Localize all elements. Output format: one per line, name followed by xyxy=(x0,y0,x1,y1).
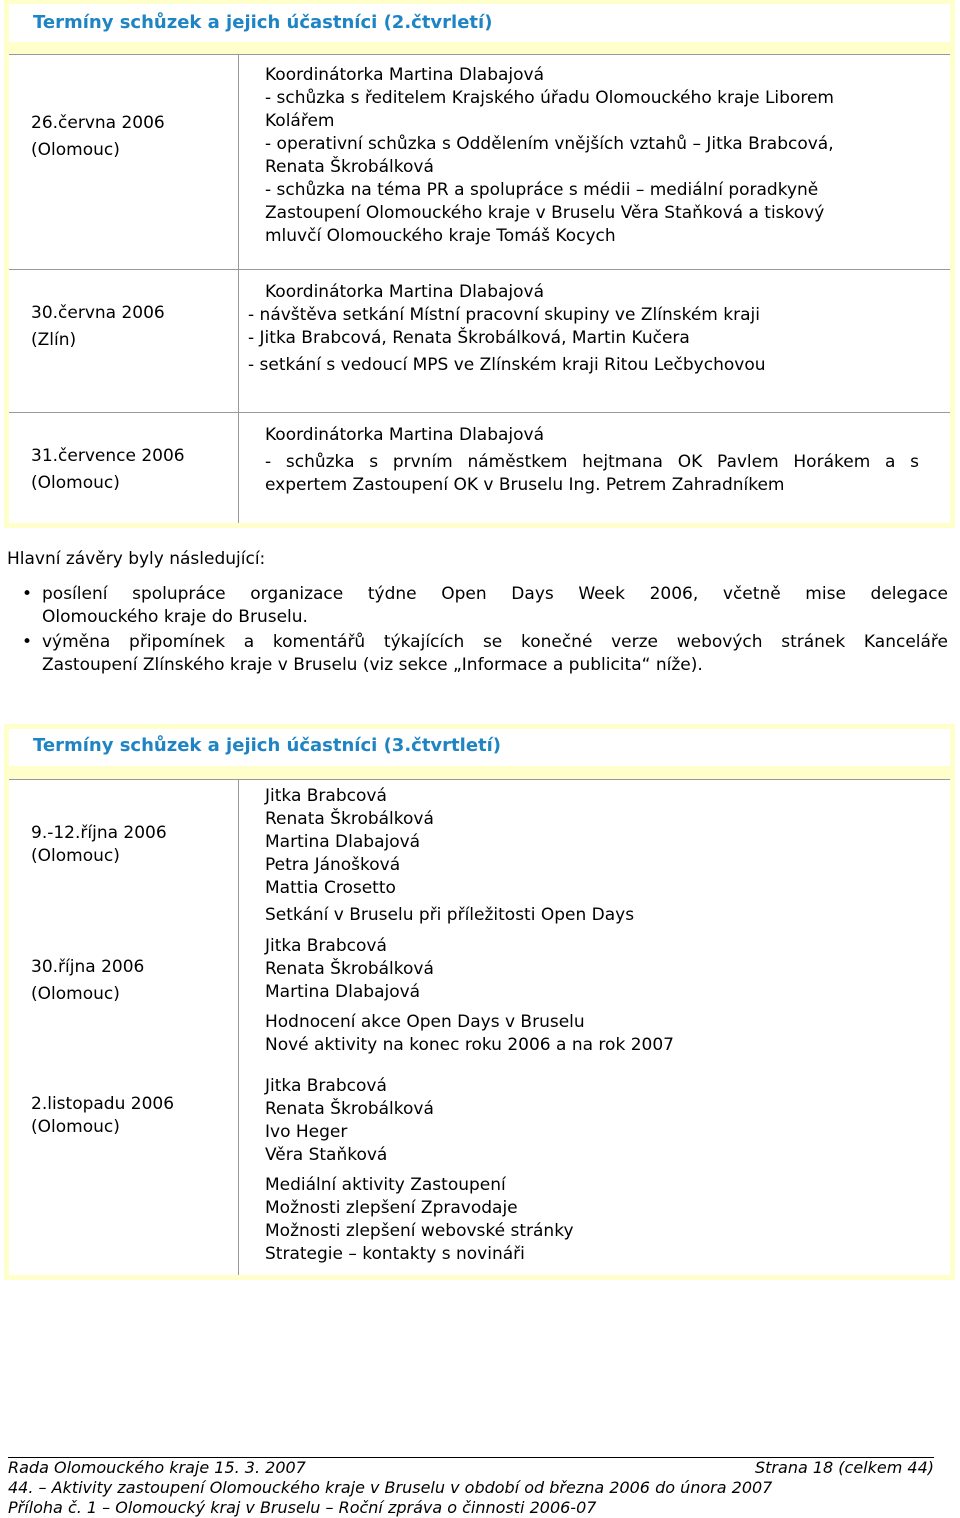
meeting-topic: Možnosti zlepšení Zpravodaje xyxy=(265,1198,518,1218)
footer-line xyxy=(8,1458,934,1478)
meeting-detail-line: Koordinátorka Martina Dlabajová xyxy=(265,282,545,302)
participants-cell xyxy=(265,1075,574,1266)
meeting-detail-line: Koordinátorka Martina Dlabajová xyxy=(265,425,545,445)
participant: Mattia Crosetto xyxy=(265,878,396,898)
section1-column-divider xyxy=(238,54,239,523)
participant: Jitka Brabcová xyxy=(265,786,387,806)
meeting-detail-line: - návštěva setkání Místní pracovní skupiny ve Zlínském kraji xyxy=(248,305,760,325)
meeting-detail-line: - Jitka Brabcová, Renata Škrobálková, Martin Kučera xyxy=(248,328,690,348)
meeting-date-cell xyxy=(31,302,165,352)
meeting-topic: Nové aktivity na konec roku 2006 a na rok 2007 xyxy=(265,1035,674,1055)
meeting-detail-line: - schůzka s ředitelem Krajského úřadu Olomouckého kraje Liborem xyxy=(265,88,834,108)
meeting-date-cell xyxy=(31,822,167,868)
participant: Martina Dlabajová xyxy=(265,832,421,852)
footer xyxy=(8,1458,934,1518)
meeting-place: (Olomouc) xyxy=(31,984,120,1004)
footer-source: Rada Olomouckého kraje 15. 3. 2007 xyxy=(8,1458,306,1477)
section1-top-rule xyxy=(9,54,950,55)
participant: Renata Škrobálková xyxy=(265,959,434,979)
meeting-detail-line: Zastoupení Olomouckého kraje v Bruselu Věra Staňková a tiskový xyxy=(265,203,825,223)
meeting-date: 31.července 2006 xyxy=(31,446,185,466)
participant: Renata Škrobálková xyxy=(265,1099,434,1119)
list-item xyxy=(22,631,948,677)
meeting-details-cell xyxy=(248,281,766,377)
participant: Renata Škrobálková xyxy=(265,809,434,829)
list-item-text: Zastoupení Zlínského kraje v Bruselu (viz sekce „Informace a publicita“ níže). xyxy=(42,655,703,675)
list-item xyxy=(22,583,948,629)
section1-title: Termíny schůzek a jejich účastníci (2.čtvrletí) xyxy=(33,12,493,33)
meeting-place: (Olomouc) xyxy=(31,846,120,866)
footer-agenda-item: 44. – Aktivity zastoupení Olomouckého kraje v Bruselu v období od března 2006 do února 2007 xyxy=(8,1478,773,1497)
meeting-detail-line: - setkání s vedoucí MPS ve Zlínském kraji Ritou Lečbychovou xyxy=(248,355,766,375)
meeting-place: (Olomouc) xyxy=(31,473,120,493)
section2-column-divider xyxy=(238,779,239,1275)
page-number: Strana 18 (celkem 44) xyxy=(755,1458,934,1477)
participant: Jitka Brabcová xyxy=(265,1076,387,1096)
meeting-date-cell xyxy=(31,956,144,1006)
section2-top-rule xyxy=(9,779,950,780)
conclusions-heading: Hlavní závěry byly následující: xyxy=(7,549,266,569)
meeting-detail-line: Kolářem xyxy=(265,111,335,131)
conclusions-list xyxy=(22,583,948,677)
list-item-text: výměna připomínek a komentářů týkajících se konečné verze webových stránek Kanceláře xyxy=(42,632,948,652)
bullet-icon: • xyxy=(22,584,33,604)
meeting-date-cell xyxy=(31,112,165,162)
participants-cell xyxy=(265,785,634,927)
bullet-icon: • xyxy=(22,632,33,652)
meeting-detail-line: - schůzka na téma PR a spolupráce s médii – mediální poradkyně xyxy=(265,180,819,200)
meeting-topic: Setkání v Bruselu při příležitosti Open Days xyxy=(265,905,635,925)
meeting-place: (Zlín) xyxy=(31,330,77,350)
participant: Věra Staňková xyxy=(265,1145,388,1165)
participant: Martina Dlabajová xyxy=(265,982,421,1002)
meeting-details-cell xyxy=(265,424,919,497)
participant: Petra Jánošková xyxy=(265,855,401,875)
meeting-detail-line: - operativní schůzka s Oddělením vnějších vztahů – Jitka Brabcová, xyxy=(265,134,834,154)
meeting-topic: Strategie – kontakty s novináři xyxy=(265,1244,525,1264)
section1-row-divider xyxy=(9,269,950,270)
meeting-date: 30.června 2006 xyxy=(31,303,165,323)
participant: Jitka Brabcová xyxy=(265,936,387,956)
meeting-date: 9.-12.října 2006 xyxy=(31,823,167,843)
meeting-detail-line: mluvčí Olomouckého kraje Tomáš Kocych xyxy=(265,226,616,246)
meeting-topic: Mediální aktivity Zastoupení xyxy=(265,1175,506,1195)
meeting-date: 26.června 2006 xyxy=(31,113,165,133)
participant: Ivo Heger xyxy=(265,1122,348,1142)
meeting-date-cell xyxy=(31,445,185,495)
meeting-detail-line: - schůzka s prvním náměstkem hejtmana OK Pavlem Horákem a s xyxy=(265,452,919,472)
meeting-detail-line: Koordinátorka Martina Dlabajová xyxy=(265,65,545,85)
meeting-place: (Olomouc) xyxy=(31,140,120,160)
list-item-text: posílení spolupráce organizace týdne Open Days Week 2006, včetně mise delegace xyxy=(42,584,948,604)
participants-cell xyxy=(265,935,674,1057)
meeting-detail-line: Renata Škrobálková xyxy=(265,157,434,177)
list-item-text: Olomouckého kraje do Bruselu. xyxy=(42,607,308,627)
footer-attachment: Příloha č. 1 – Olomoucký kraj v Bruselu – Roční zpráva o činnosti 2006-07 xyxy=(8,1498,597,1517)
section1-row-divider xyxy=(9,412,950,413)
meeting-date: 2.listopadu 2006 xyxy=(31,1094,175,1114)
meeting-topic: Hodnocení akce Open Days v Bruselu xyxy=(265,1012,585,1032)
section2-title: Termíny schůzek a jejich účastníci (3.čtvrtletí) xyxy=(33,735,502,756)
meeting-date: 30.října 2006 xyxy=(31,957,145,977)
meeting-details-cell xyxy=(265,64,895,248)
meeting-place: (Olomouc) xyxy=(31,1117,120,1137)
meeting-topic: Možnosti zlepšení webovské stránky xyxy=(265,1221,574,1241)
meeting-detail-line: expertem Zastoupení OK v Bruselu Ing. Petrem Zahradníkem xyxy=(265,475,785,495)
meeting-date-cell xyxy=(31,1093,174,1139)
